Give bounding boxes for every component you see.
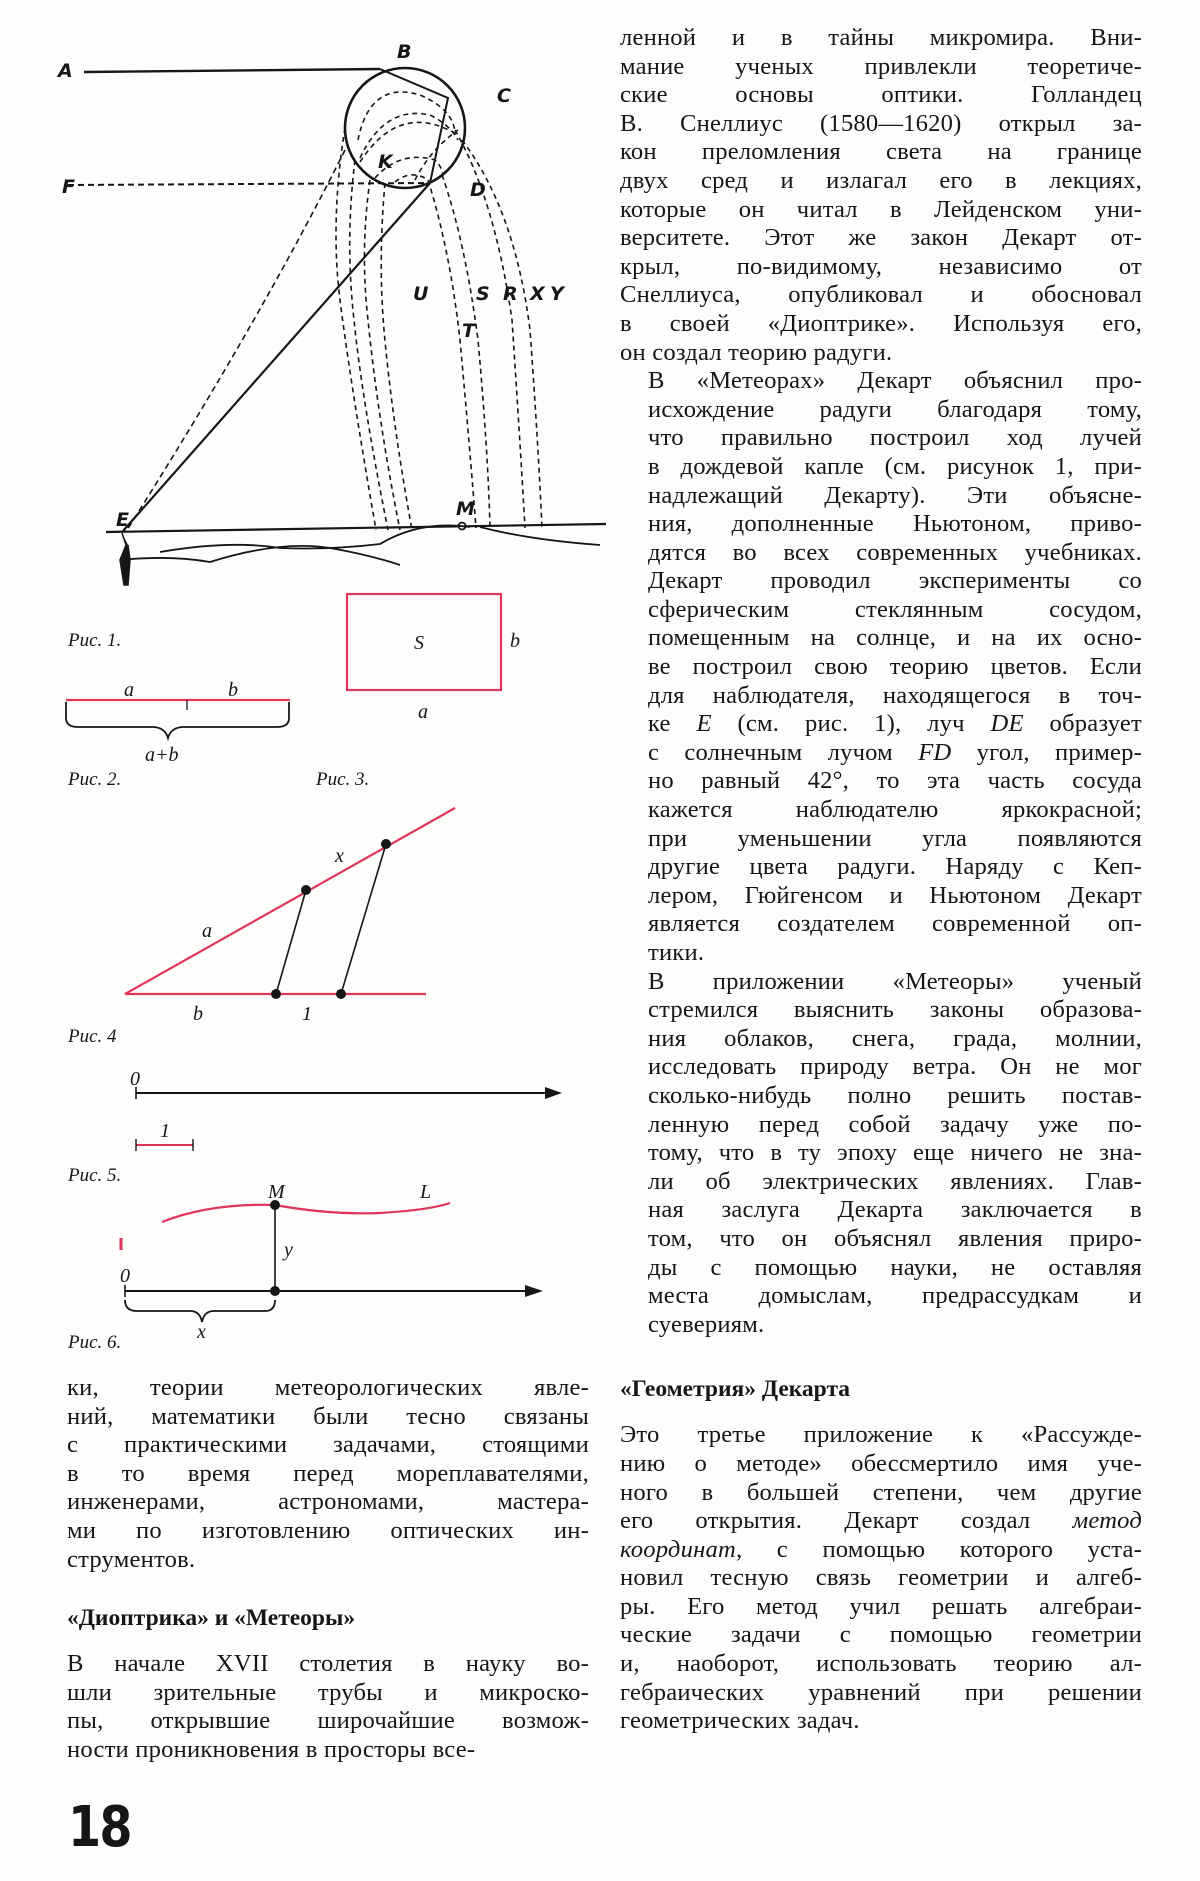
svg-text:a: a <box>202 920 212 942</box>
svg-text:C: C <box>497 85 511 107</box>
text-line: лером, Гюйгенсом и Ньютоном Декарт <box>648 881 1142 909</box>
text-line: кон преломления света на границе <box>620 138 1142 166</box>
text-line: исследовать природу ветра. Он не мог <box>648 1053 1142 1081</box>
fig2-caption: Рис. 2. <box>68 769 122 790</box>
svg-text:b: b <box>510 630 520 652</box>
fig1-rainbow-diagram <box>68 68 606 585</box>
left-column-text <box>67 1374 589 1765</box>
fig5-number-line <box>67 1068 562 1186</box>
text-line: ские основы оптики. Голландец <box>620 81 1142 109</box>
text-line: мание ученых привлекли теоретиче- <box>620 52 1142 80</box>
svg-text:B: B <box>397 41 412 63</box>
text-line: ды с помощью науки, не оставляя <box>648 1253 1142 1281</box>
text-line: с солнечным лучом FD угол, пример- <box>648 738 1142 766</box>
text-line: двух сред и излагал его в лекциях, <box>620 166 1142 194</box>
text-line: ры. Его метод учил решать алгебраи- <box>620 1592 1142 1620</box>
text-line: ности проникновения в просторы все- <box>67 1735 476 1763</box>
text-line: кажется наблюдателю яркокрасной; <box>648 796 1142 824</box>
fig5-caption: Рис. 5. <box>68 1165 122 1186</box>
text-line: для наблюдателя, находящегося в точ- <box>648 681 1142 709</box>
text-line: он создал теорию радуги. <box>620 338 893 366</box>
text-line: ния, дополненные Ньютоном, приво- <box>648 510 1142 538</box>
svg-text:T: T <box>462 320 475 342</box>
svg-text:x: x <box>335 845 344 867</box>
paragraph-snellius <box>620 24 1142 367</box>
text-line: крыл, по-видимому, независимо от <box>620 252 1142 280</box>
svg-text:b: b <box>228 679 238 701</box>
section-heading-dioptrics-meteors: «Диоптрика» и «Метеоры» <box>67 1605 356 1632</box>
text-line: в то время перед мореплавателями, <box>67 1459 589 1487</box>
text-line: Это третье приложение к «Рассужде- <box>620 1421 1142 1449</box>
fig3-caption: Рис. 3. <box>316 769 370 790</box>
figures-panel <box>0 0 620 1380</box>
text-line: места домыслам, предрассудкам и <box>648 1282 1142 1310</box>
paragraph-mathematicians <box>67 1374 589 1574</box>
text-line: стремился выяснить законы образова- <box>648 996 1142 1024</box>
svg-text:A: A <box>58 60 73 82</box>
text-line: шли зрительные трубы и микроско- <box>67 1678 589 1706</box>
svg-text:D: D <box>470 179 486 201</box>
text-line: дятся во всех современных учебниках. <box>648 538 1142 566</box>
text-line: сферическим стеклянным сосудом, <box>648 595 1142 623</box>
text-line: координат, с помощью которого уста- <box>620 1535 1142 1563</box>
svg-text:U: U <box>413 283 429 305</box>
text-line: ми по изготовлению оптических ин- <box>67 1516 589 1544</box>
text-line: ний, математики были тесно связаны <box>67 1402 589 1430</box>
text-line: его открытия. Декарт создал метод <box>620 1507 1142 1535</box>
svg-text:1: 1 <box>160 1120 170 1142</box>
fig4-proportional-segments <box>67 808 455 1047</box>
svg-text:Y: Y <box>550 283 564 305</box>
fig1-labels <box>56 41 566 531</box>
text-line: геометрических задач. <box>620 1707 860 1735</box>
svg-text:a: a <box>418 701 428 723</box>
fig6-coordinate-system <box>67 1181 543 1353</box>
text-line: суевериям. <box>648 1310 765 1338</box>
text-line: ного в большей степени, чем другие <box>620 1478 1142 1506</box>
text-line: пы, открывшие широчайшие возмож- <box>67 1707 589 1735</box>
svg-text:1: 1 <box>302 1003 312 1025</box>
text-line: тики. <box>648 939 705 966</box>
text-line: том, что он объяснял явления приро- <box>648 1224 1142 1252</box>
text-line: что правильно построил ход лучей <box>648 424 1142 452</box>
svg-text:S: S <box>414 632 424 654</box>
text-line: в своей «Диоптрике». Используя его, <box>620 309 1142 337</box>
fig6-caption: Рис. 6. <box>68 1332 122 1353</box>
svg-text:x: x <box>197 1321 206 1343</box>
text-line: Снеллиуса, опубликовал и обосновал <box>620 281 1142 309</box>
text-line: верситете. Этот же закон Декарт от- <box>620 224 1142 252</box>
paragraph-meteors-appendix <box>620 968 1142 1340</box>
fig3-rectangle-area <box>315 594 520 790</box>
fig2-segment-sum <box>66 679 290 790</box>
svg-text:M: M <box>456 498 475 520</box>
text-line: является создателем современной оп- <box>648 910 1142 938</box>
text-line: струментов. <box>67 1545 196 1573</box>
text-line: инженерами, астрономами, мастера- <box>67 1488 589 1516</box>
svg-text:K: K <box>378 151 393 173</box>
section-heading-geometry: «Геометрия» Декарта <box>620 1376 851 1403</box>
text-line: В. Снеллиус (1580—1620) открыл за- <box>620 109 1142 137</box>
svg-text:b: b <box>193 1003 203 1025</box>
paragraph-meteors-rainbow <box>620 367 1142 967</box>
svg-text:a: a <box>124 679 134 701</box>
text-line: гебраических уравнений при решении <box>620 1678 1142 1706</box>
text-line: помещенным на солнце, и на их осно- <box>648 624 1142 652</box>
svg-text:a+b: a+b <box>145 744 179 766</box>
text-line: Декарт проводил эксперименты со <box>648 567 1142 595</box>
text-line: ленной и в тайны микромира. Вни- <box>620 24 1142 51</box>
text-line: ческие задачи с помощью геометрии <box>620 1621 1142 1649</box>
fig1-caption: Рис. 1. <box>68 630 122 651</box>
text-line: сколько-нибудь полно решить постав- <box>648 1081 1142 1109</box>
text-line: ная заслуга Декарта заключается в <box>648 1196 1142 1224</box>
text-line: которые он читал в Лейденском уни- <box>620 195 1142 223</box>
text-line: ния облаков, снега, града, молнии, <box>648 1024 1142 1052</box>
svg-text:E: E <box>116 509 129 531</box>
svg-text:M: M <box>268 1181 285 1203</box>
text-line: ве построил свою теорию цветов. Если <box>648 653 1142 681</box>
text-line: ки, теории метеорологических явле- <box>67 1374 589 1401</box>
svg-text:R: R <box>503 283 518 305</box>
text-line: при уменьшении угла появляются <box>648 824 1142 852</box>
paragraph-17th-century <box>67 1650 589 1764</box>
page-number: 18 <box>68 1795 131 1860</box>
paragraph-geometry <box>620 1421 1142 1736</box>
text-line: но равный 42°, то эта часть сосуда <box>648 767 1142 795</box>
svg-text:F: F <box>62 176 75 198</box>
text-line: В «Метеорах» Декарт объяснил про- <box>648 367 1142 395</box>
fig4-caption: Рис. 4 <box>68 1026 117 1047</box>
text-line: с практическими задачами, стоящими <box>67 1431 589 1459</box>
svg-text:L: L <box>420 1181 432 1203</box>
right-column <box>620 24 1142 1736</box>
text-line: исхождение радуги благодаря тому, <box>648 395 1142 423</box>
text-line: в дождевой капле (см. рисунок 1, при- <box>648 452 1142 480</box>
text-line: ленную перед собой задачу уже по- <box>648 1110 1142 1138</box>
text-line: ли об электрических явлениях. Глав- <box>648 1167 1142 1195</box>
text-line: нию о методе» обессмертило имя уче- <box>620 1449 1142 1477</box>
text-line: В начале XVII столетия в науку во- <box>67 1650 589 1678</box>
text-line: ке E (см. рис. 1), луч DE образует <box>648 710 1142 738</box>
svg-text:y: y <box>284 1239 293 1261</box>
text-line: другие цвета радуги. Наряду с Кеп- <box>648 853 1142 881</box>
svg-text:X: X <box>530 283 545 305</box>
text-line: надлежащий Декарту). Эти объясне- <box>648 481 1142 509</box>
text-line: и, наоборот, использовать теорию ал- <box>620 1650 1142 1678</box>
svg-text:0: 0 <box>120 1265 130 1287</box>
svg-text:0: 0 <box>130 1068 140 1090</box>
svg-text:S: S <box>476 283 490 305</box>
text-line: новил тесную связь геометрии и алгеб- <box>620 1564 1142 1592</box>
text-line: тому, что в ту эпоху еще ничего не зна- <box>648 1139 1142 1167</box>
text-line: В приложении «Метеоры» ученый <box>648 967 1142 995</box>
